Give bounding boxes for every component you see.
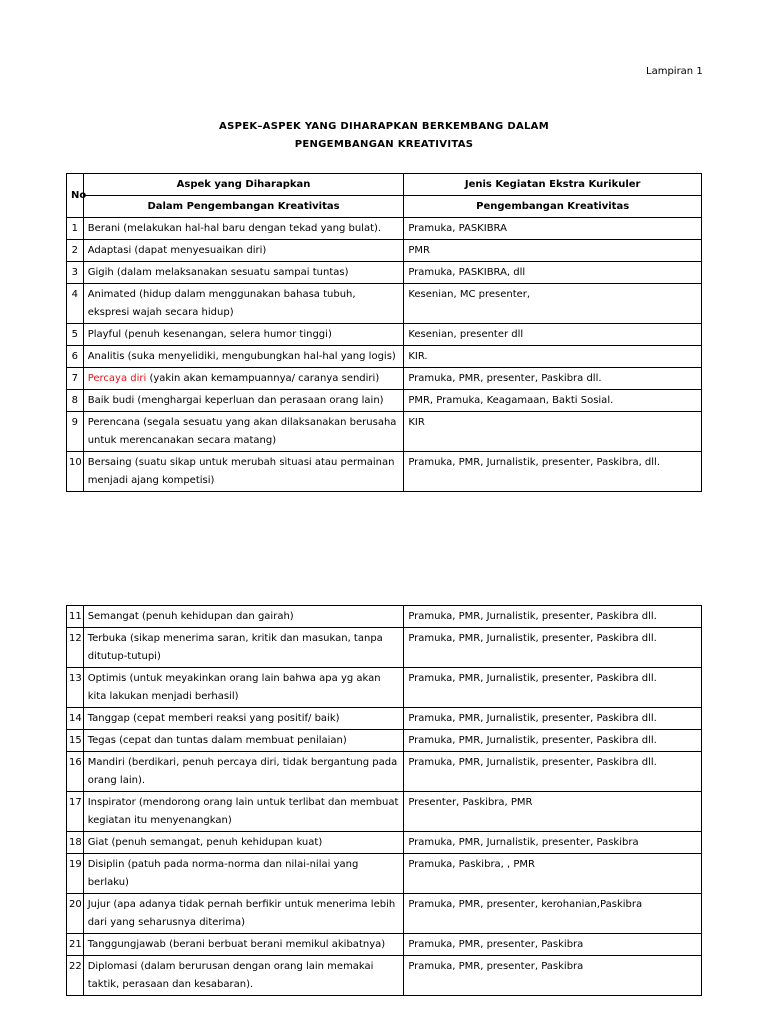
- row-number: 2: [67, 240, 84, 262]
- kegiatan-cell: Pramuka, PMR, presenter, kerohanian,Paskibra: [404, 894, 702, 934]
- table-row: [67, 894, 702, 934]
- kegiatan-cell: Pramuka, PMR, Jurnalistik, presenter, Paskibra dll.: [404, 628, 702, 668]
- kegiatan-cell: Pramuka, PMR, Jurnalistik, presenter, Paskibra, dll.: [404, 452, 702, 492]
- row-number: 15: [67, 730, 84, 752]
- table-row: [67, 628, 702, 668]
- aspek-cell: Semangat (penuh kehidupan dan gairah): [83, 606, 404, 628]
- row-number: 19: [67, 854, 84, 894]
- aspek-cell: Tegas (cepat dan tuntas dalam membuat penilaian): [83, 730, 404, 752]
- table-row: [67, 240, 702, 262]
- table-row: [67, 730, 702, 752]
- aspek-cell: Disiplin (patuh pada norma-norma dan nilai-nilai yang berlaku): [83, 854, 404, 894]
- row-number: 22: [67, 956, 84, 996]
- kegiatan-cell: Pramuka, PMR, Jurnalistik, presenter, Paskibra dll.: [404, 708, 702, 730]
- table-row: [67, 324, 702, 346]
- row-number: 7: [67, 368, 84, 390]
- kegiatan-cell: Presenter, Paskibra, PMR: [404, 792, 702, 832]
- row-number: 10: [67, 452, 84, 492]
- row-number: 13: [67, 668, 84, 708]
- kegiatan-cell: PMR, Pramuka, Keagamaan, Bakti Sosial.: [404, 390, 702, 412]
- kegiatan-cell: Pramuka, PMR, Jurnalistik, presenter, Paskibra dll.: [404, 752, 702, 792]
- aspek-cell: Adaptasi (dapat menyesuaikan diri): [83, 240, 404, 262]
- aspek-cell: [83, 368, 404, 390]
- aspek-cell: Playful (penuh kesenangan, selera humor tinggi): [83, 324, 404, 346]
- kegiatan-cell: Pramuka, PMR, presenter, Paskibra: [404, 956, 702, 996]
- aspek-cell: Tanggungjawab (berani berbuat berani memikul akibatnya): [83, 934, 404, 956]
- table-row: [67, 934, 702, 956]
- table-row: [67, 752, 702, 792]
- row-number: 17: [67, 792, 84, 832]
- row-number: 14: [67, 708, 84, 730]
- kegiatan-cell: KIR: [404, 412, 702, 452]
- kegiatan-cell: Pramuka, PMR, Jurnalistik, presenter, Paskibra dll.: [404, 730, 702, 752]
- header-aspek-line-2: Dalam Pengembangan Kreativitas: [83, 196, 404, 218]
- row-number: 1: [67, 218, 84, 240]
- row-number: 11: [67, 606, 84, 628]
- table-row: [67, 708, 702, 730]
- document-title-line-1: ASPEK–ASPEK YANG DIHARAPKAN BERKEMBANG DALAM: [219, 121, 549, 132]
- kegiatan-cell: Pramuka, PMR, Jurnalistik, presenter, Paskibra dll.: [404, 606, 702, 628]
- aspek-cell: Analitis (suka menyelidiki, mengubungkan hal-hal yang logis): [83, 346, 404, 368]
- aspek-cell: Bersaing (suatu sikap untuk merubah situasi atau permainan menjadi ajang kompetisi): [83, 452, 404, 492]
- row-number: 16: [67, 752, 84, 792]
- row-number: 18: [67, 832, 84, 854]
- aspek-cell: Optimis (untuk meyakinkan orang lain bahwa apa yg akan kita lakukan menjadi berhasil): [83, 668, 404, 708]
- table-row: [67, 792, 702, 832]
- header-jenis-line-1: Jenis Kegiatan Ekstra Kurikuler: [404, 174, 702, 196]
- table-row: [67, 284, 702, 324]
- table-row: [67, 606, 702, 628]
- kegiatan-cell: KIR.: [404, 346, 702, 368]
- table-body-part-2: [67, 606, 702, 996]
- header-jenis-line-2: Pengembangan Kreativitas: [404, 196, 702, 218]
- row-number: 20: [67, 894, 84, 934]
- header-row-1: [67, 174, 702, 196]
- row-number: 12: [67, 628, 84, 668]
- kegiatan-cell: Pramuka, PMR, presenter, Paskibra dll.: [404, 368, 702, 390]
- aspek-cell: Inspirator (mendorong orang lain untuk terlibat dan membuat kegiatan itu menyenangkan): [83, 792, 404, 832]
- aspek-cell: Mandiri (berdikari, penuh percaya diri, tidak bergantung pada orang lain).: [83, 752, 404, 792]
- header-no: No: [67, 174, 84, 218]
- kegiatan-cell: PMR: [404, 240, 702, 262]
- aspek-table-part-2: [66, 605, 702, 996]
- kegiatan-cell: Kesenian, presenter dll: [404, 324, 702, 346]
- header-row-2: [67, 196, 702, 218]
- aspek-cell: Animated (hidup dalam menggunakan bahasa tubuh, ekspresi wajah secara hidup): [83, 284, 404, 324]
- lampiran-label: Lampiran 1: [646, 66, 703, 77]
- document-title-line-2: PENGEMBANGAN KREATIVITAS: [294, 139, 474, 150]
- kegiatan-cell: Pramuka, PMR, Jurnalistik, presenter, Paskibra dll.: [404, 668, 702, 708]
- row-number: 9: [67, 412, 84, 452]
- aspek-cell: Perencana (segala sesuatu yang akan dilaksanakan berusaha untuk merencanakan secara matang): [83, 412, 404, 452]
- aspek-cell: Jujur (apa adanya tidak pernah berfikir untuk menerima lebih dari yang seharusnya diterima): [83, 894, 404, 934]
- table-row: [67, 368, 702, 390]
- kegiatan-cell: Pramuka, Paskibra, , PMR: [404, 854, 702, 894]
- aspek-text: (yakin akan kemampuannya/ caranya sendiri): [146, 373, 380, 384]
- table-row: [67, 412, 702, 452]
- aspek-cell: Berani (melakukan hal-hal baru dengan tekad yang bulat).: [83, 218, 404, 240]
- row-number: 21: [67, 934, 84, 956]
- table-row: [67, 218, 702, 240]
- row-number: 5: [67, 324, 84, 346]
- aspek-cell: Tanggap (cepat memberi reaksi yang positif/ baik): [83, 708, 404, 730]
- aspek-cell: Gigih (dalam melaksanakan sesuatu sampai tuntas): [83, 262, 404, 284]
- kegiatan-cell: Pramuka, PASKIBRA, dll: [404, 262, 702, 284]
- table-row: [67, 956, 702, 996]
- table-row: [67, 346, 702, 368]
- header-aspek-line-1: Aspek yang Diharapkan: [83, 174, 404, 196]
- row-number: 8: [67, 390, 84, 412]
- table-row: [67, 832, 702, 854]
- table-row: [67, 668, 702, 708]
- kegiatan-cell: Kesenian, MC presenter,: [404, 284, 702, 324]
- kegiatan-cell: Pramuka, PASKIBRA: [404, 218, 702, 240]
- aspek-table-part-1: [66, 173, 702, 492]
- row-number: 3: [67, 262, 84, 284]
- kegiatan-cell: Pramuka, PMR, presenter, Paskibra: [404, 934, 702, 956]
- aspek-cell: Giat (penuh semangat, penuh kehidupan kuat): [83, 832, 404, 854]
- table-row: [67, 452, 702, 492]
- row-number: 4: [67, 284, 84, 324]
- row-number: 6: [67, 346, 84, 368]
- aspek-cell: Baik budi (menghargai keperluan dan perasaan orang lain): [83, 390, 404, 412]
- aspek-cell: Terbuka (sikap menerima saran, kritik dan masukan, tanpa ditutup-tutupi): [83, 628, 404, 668]
- table-body-part-1: [67, 218, 702, 492]
- table-row: [67, 262, 702, 284]
- kegiatan-cell: Pramuka, PMR, Jurnalistik, presenter, Paskibra: [404, 832, 702, 854]
- table-row: [67, 390, 702, 412]
- aspek-highlight: Percaya diri: [87, 373, 147, 384]
- table-row: [67, 854, 702, 894]
- aspek-cell: Diplomasi (dalam berurusan dengan orang lain memakai taktik, perasaan dan kesabaran).: [83, 956, 404, 996]
